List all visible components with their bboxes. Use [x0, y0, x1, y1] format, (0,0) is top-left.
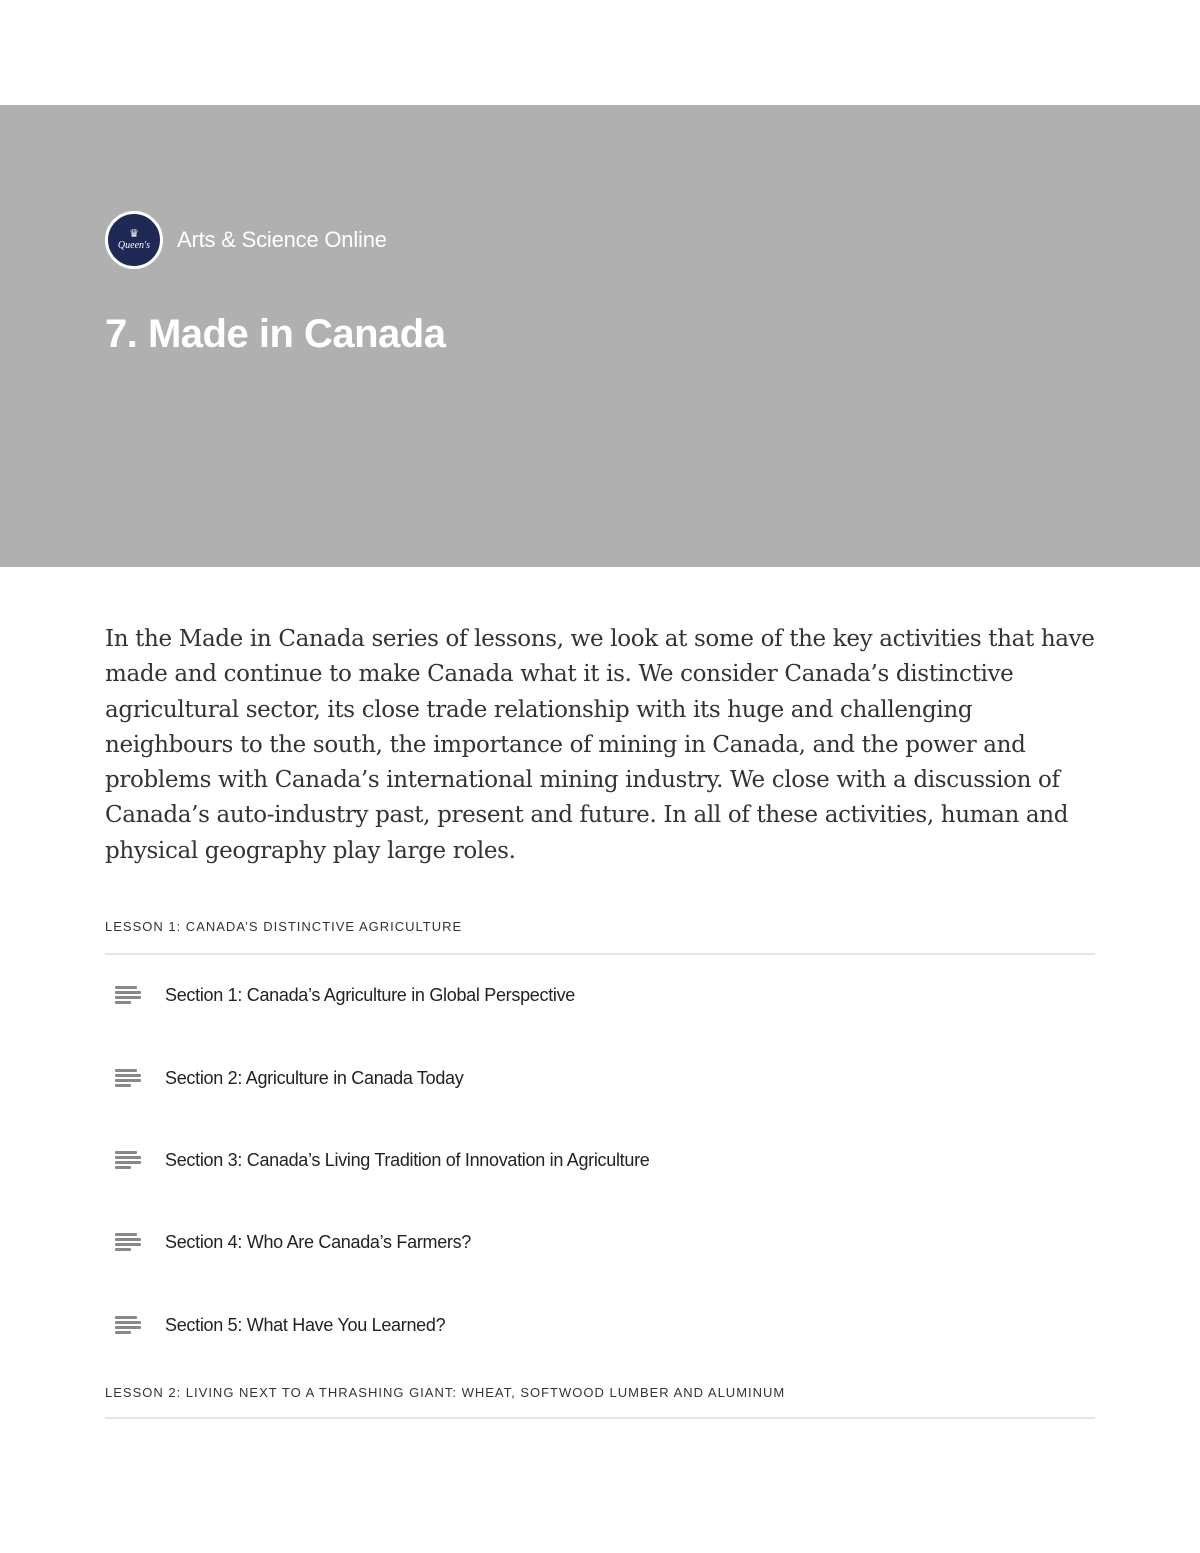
page-title: 7. Made in Canada: [105, 312, 446, 356]
section-item-5[interactable]: [105, 1305, 1095, 1345]
text-lines-icon: [115, 1233, 139, 1251]
text-lines-icon: [115, 1069, 139, 1087]
section-item-1[interactable]: [105, 975, 1095, 1015]
crest-icon: ♛: [129, 228, 139, 240]
text-lines-icon: [115, 1151, 139, 1169]
logo-wordmark: Queen's: [117, 240, 151, 251]
lesson-2-divider: [105, 1417, 1095, 1419]
queens-logo: [105, 211, 163, 269]
intro-paragraph: In the Made in Canada series of lessons, we look at some of the key activities that have made and continue to make Canada what it is. We consider Canada’s distinctive agricultural sector, its close trade relationship with its huge and challenging neighbours to the south, the importance of mining in Canada, and the power and problems with Canada’s international mining industry. We close with a discussion of Canada’s auto-industry past, present and future. In all of these activities, human and physical geography play large roles.: [105, 626, 1095, 864]
text-lines-icon: [115, 986, 139, 1004]
brand-name[interactable]: Arts & Science Online: [177, 227, 387, 252]
section-item-4[interactable]: [105, 1222, 1095, 1262]
section-item-2[interactable]: [105, 1058, 1095, 1098]
section-label[interactable]: Section 2: Agriculture in Canada Today: [165, 1067, 464, 1088]
section-label[interactable]: Section 5: What Have You Learned?: [165, 1314, 446, 1335]
brand[interactable]: [105, 211, 387, 269]
section-label[interactable]: Section 4: Who Are Canada’s Farmers?: [165, 1231, 472, 1252]
section-item-3[interactable]: [105, 1140, 1095, 1180]
text-lines-icon: [115, 1316, 139, 1334]
lesson-2-header: LESSON 2: LIVING NEXT TO A THRASHING GIANT: WHEAT, SOFTWOOD LUMBER AND ALUMINUM: [105, 1385, 786, 1400]
lesson-1-divider: [105, 953, 1095, 955]
section-label[interactable]: Section 1: Canada’s Agriculture in Global Perspective: [165, 984, 576, 1005]
lesson-1-header: LESSON 1: CANADA’S DISTINCTIVE AGRICULTURE: [105, 919, 463, 934]
section-label[interactable]: Section 3: Canada’s Living Tradition of Innovation in Agriculture: [165, 1149, 650, 1170]
